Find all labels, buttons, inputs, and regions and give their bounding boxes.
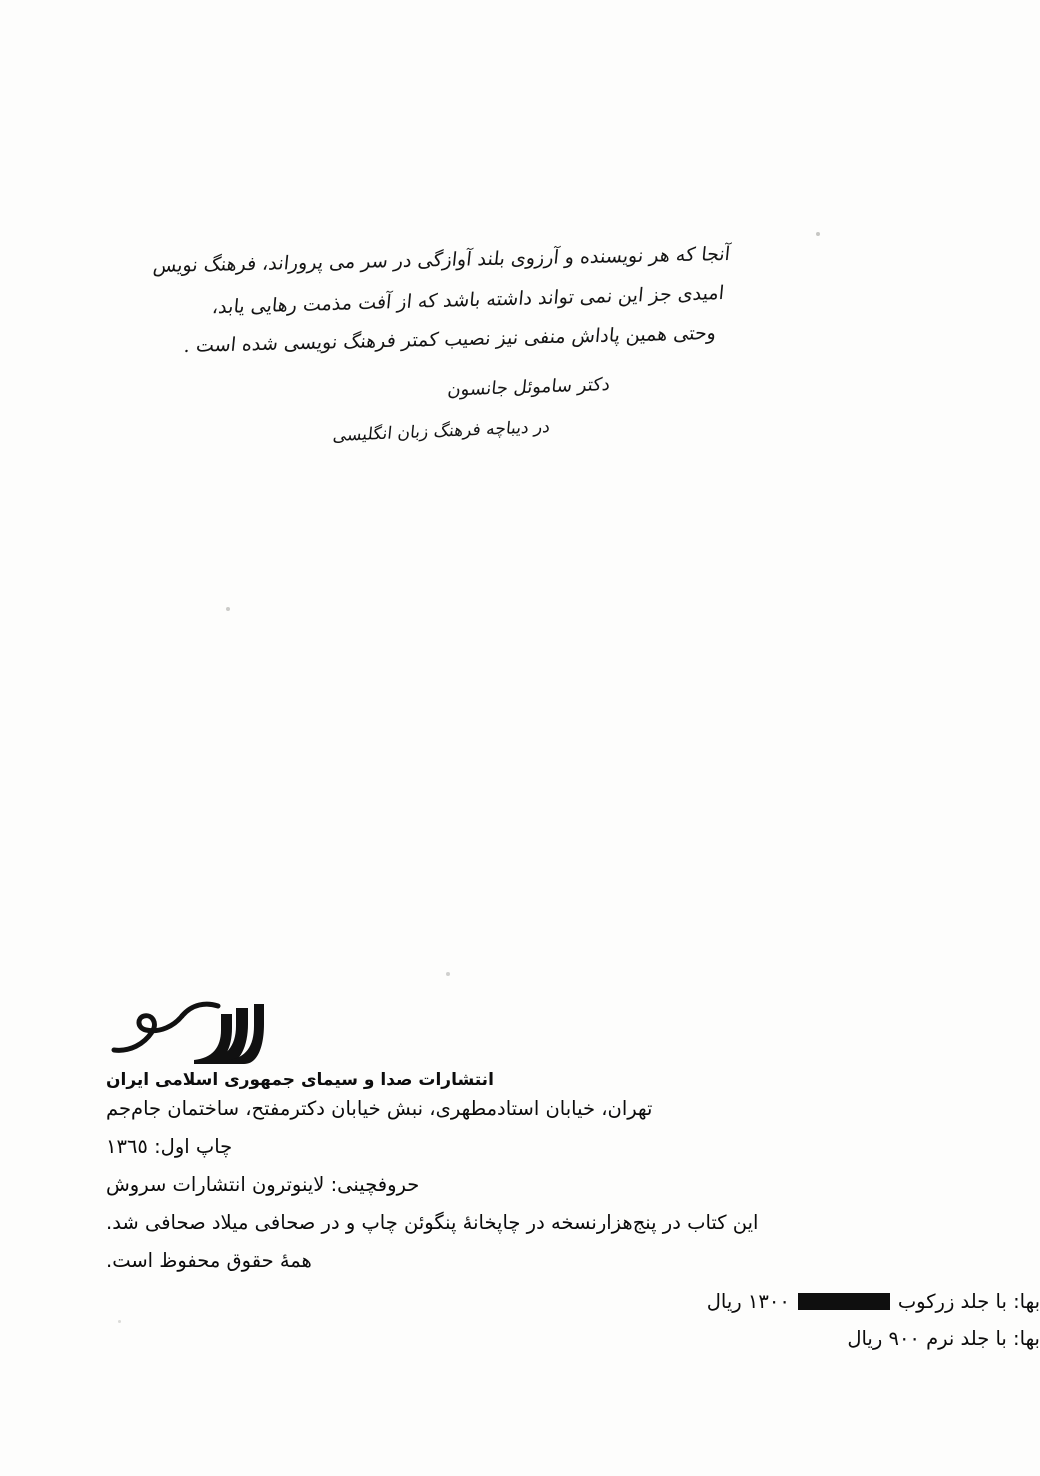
epigraph-attribution: دکتر ساموئل جانسون [446,374,612,401]
redaction-mark [798,1293,890,1310]
printing-line: این کتاب در پنج‌هزارنسخه در چاپخانهٔ پنگوئن چاپ و در صحافی میلاد صحافی شد. [106,1211,759,1235]
epigraph-source: در دیباچه فرهنگ زبان انگلیسی [331,417,551,447]
publisher-address: تهران، خیابان استادمطهری، نبش خیابان دکترمفتح، ساختمان جام‌جم [106,1097,653,1120]
soroush-publications-logo-icon [108,994,268,1068]
logo-row [100,990,1040,1068]
epigraph-line-3: وحتی همین پاداش منفی نیز نصیب کمتر فرهنگ نویسی شده است . [182,321,718,357]
typesetting-line: حروفچینی: لاینوترون انتشارات سروش [106,1173,420,1197]
price-hardcover-value: ۱۳۰۰ ریال [706,1290,790,1314]
edition-line: چاپ اول: ۱۳٦٥ [106,1135,233,1159]
epigraph-line-2: امیدی جز این نمی تواند داشته باشد که از آفت مذمت رهایی یابد، [211,282,726,319]
epigraph-line-1: آنجا که هر نویسنده و آرزوی بلند آوازگی در سر می پروراند، فرهنگ نویس [152,243,732,278]
price-hardcover-label: بها: با جلد زرکوب [897,1290,1040,1314]
rights-line: همهٔ حقوق محفوظ است. [106,1249,312,1273]
price-hardcover-row [100,1290,1040,1313]
colophon-block [0,990,1040,1350]
price-softcover-row [100,1327,1040,1350]
epigraph-block [152,240,732,447]
price-softcover-label: بها: با جلد نرم ۹۰۰ ریال [847,1327,1040,1351]
scan-speck [816,232,820,236]
scan-speck [446,972,450,976]
publisher-name: انتشارات صدا و سیمای جمهوری اسلامی ایران [106,1070,494,1090]
scan-speck [226,607,230,611]
